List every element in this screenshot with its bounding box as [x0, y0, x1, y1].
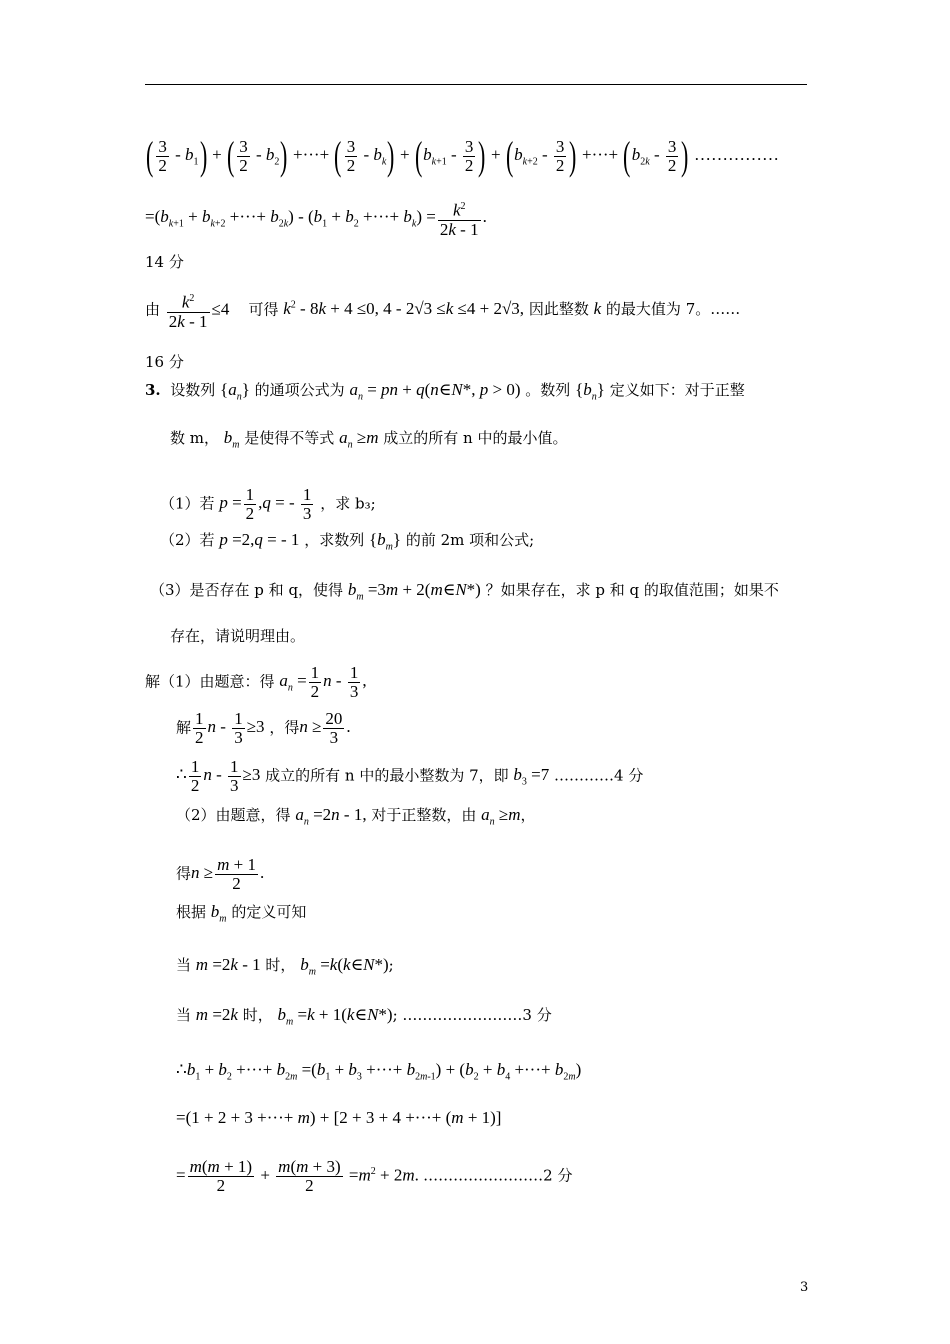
question-1: （1）若 p = $\frac{1}{2}$ ,q = - $\frac{1}{3}$ ，求 b₃;	[160, 485, 376, 523]
solution-2: 解 $\frac{1}{2}$ n - $\frac{1}{3}$ ≥3 ，得n ≥ $\frac{20}{3}$ .	[176, 709, 351, 747]
deduction-prefix: 由	[145, 300, 161, 319]
problem3-line2: 数 m， $b_m$ 是使得不等式 $a_n \ge m$ 成立的所有 n 中的最小值。	[170, 428, 568, 451]
solution-6: 根据 $b_m$ 的定义可知	[176, 902, 307, 925]
s6-end: 的定义可知	[231, 903, 307, 921]
p3-text-g: 成立的所有 n 中的最小值。	[383, 429, 568, 447]
sum-line-2: =(1 + 2 + 3 +···+ m) + [2 + 3 + 4 +···+ (m + 1)]	[176, 1108, 502, 1127]
sum-line-1: $\therefore b_1 + b_2$ +···+ $b_{2m} =(b_1 + b_3$ +···+ $b_{2m-1}) + (b_2 + b_4$ +···+ $b_{2m}$)	[176, 1060, 582, 1083]
case1-a: 当	[176, 956, 192, 974]
p3-text-f: 是使得不等式	[244, 429, 335, 447]
score-16: 16 分	[145, 353, 184, 371]
case2-a: 当	[176, 1006, 192, 1024]
deduction-line: 由 $\frac{k^2}{2k - 1}$ ≤4 可得 $k^2 - 8k + 4 \le 0$, 4 - 2√3 ≤k ≤4 + 2√3, 因此整数 k 的最大值为 7。……	[145, 290, 740, 331]
score-14: 14 分	[145, 253, 184, 271]
s6-label: 根据	[176, 903, 207, 921]
p3-text-e: 数 m，	[170, 429, 219, 447]
p3-text-c: 。数列	[525, 381, 571, 399]
s5-label: 得	[176, 864, 192, 883]
q3-a: （3）是否存在 p 和 q，使得	[150, 581, 344, 599]
header-rule	[145, 84, 807, 85]
s4-end: ，	[520, 806, 536, 824]
q2-label: （2）若	[160, 531, 215, 549]
question-3-cont: 存在，请说明理由。	[170, 627, 306, 645]
q1-label: （1）若	[160, 494, 215, 513]
s3-mid: 成立的所有 n 中的最小整数为 7，即	[265, 766, 509, 785]
case1-b: 时，	[265, 956, 296, 974]
s4-mid: 对于正整数，由	[371, 806, 477, 824]
q3-b: ？如果存在，求 p 和 q 的取值范围；如果不	[485, 581, 779, 599]
s2-mid: ，得	[269, 718, 300, 737]
q1-end: ，求 b₃;	[320, 494, 376, 513]
question-2: （2）若 p =2,q = - 1 ，求数列 $\{b_m\}$ 的前 2m 项和公式;	[160, 530, 535, 553]
solution-1: 解（1）由题意：得 $a_n$ = $\frac{1}{2}$ n - $\frac{1}{3}$ ,	[145, 663, 367, 701]
s4-label: （2）由题意，得	[176, 806, 291, 824]
deduction-mid: 可得	[248, 300, 279, 319]
s1-label: 解（1）由题意：得	[145, 672, 275, 691]
case-odd: 当 m =2k - 1 时， $b_m$ =k(k∈N*);	[176, 955, 394, 978]
p3-text-d: 定义如下：对于正整	[609, 381, 745, 399]
s3-end: …………4 分	[554, 766, 644, 785]
sum3-end: ……………………2 分	[423, 1166, 573, 1185]
case-even: 当 m =2k 时， $b_m =k$ + 1(k∈N*); ……………………3 分	[176, 1005, 552, 1028]
solution-3: ∴ $\frac{1}{2}$ n - $\frac{1}{3}$ ≥3 成立的所有 n 中的最小整数为 7，即 $b_3 =7$ …………4 分	[176, 757, 644, 795]
p3-text-a: 设数列	[170, 381, 216, 399]
solution-5: 得n ≥ $\frac{m + 1}{2}$ .	[176, 855, 265, 893]
case2-end: ……………………3 分	[402, 1006, 552, 1024]
page-number: 3	[800, 1280, 809, 1295]
problem3-number: 3.	[145, 381, 161, 399]
sum-rhs-line: $=(b_{k+1} + b_{k+2}$ +···+ $b_{2k}) - (b_1 + b_2$ +···+ $b_k$) = $\frac{k^2}{2k - 1}$ .	[145, 198, 487, 239]
p3-text-b: 的通项公式为	[254, 381, 345, 399]
s2-label: 解	[176, 718, 192, 737]
case2-b: 时，	[242, 1006, 273, 1024]
sum-dots: ……………	[693, 144, 779, 164]
sum-expression-line: ( $\frac{3}{2}$ - $b_1$) + ( $\frac{3}{2}$ - $b_2$) +···+ ( $\frac{3}{2}$ - $b_k) + (b_{k+1}$ - $\frac{3}{2}$ ) + ($b_{k+2}$ - $\frac{3}{2}$ ) +···+ ($b_{2k}$ - $\frac{3}{2}$ ) ……………	[145, 133, 779, 178]
sum-line-3: = $\frac{m(m + 1)}{2}$ + $\frac{m(m + 3)}{2}$ $=m^2 + 2m$. ……………………2 分	[176, 1157, 573, 1195]
q2-mid: ，求数列	[304, 531, 365, 549]
q2-end: 的前 2m 项和公式;	[405, 531, 535, 549]
solution-4: （2）由题意，得 $a_n =2n - 1$, 对于正整数，由 $a_n \ge m$，	[176, 805, 536, 828]
problem3-line1: 3. 设数列 $\{a_n\}$ 的通项公式为 $a_n$ = pn + q(n∈N*, p > 0) 。数列 $\{b_n\}$ 定义如下：对于正整	[145, 380, 745, 403]
question-3: （3）是否存在 p 和 q，使得 $b_m =3m$ + 2(m∈N*) ？如果存在，求 p 和 q 的取值范围；如果不	[150, 580, 779, 603]
